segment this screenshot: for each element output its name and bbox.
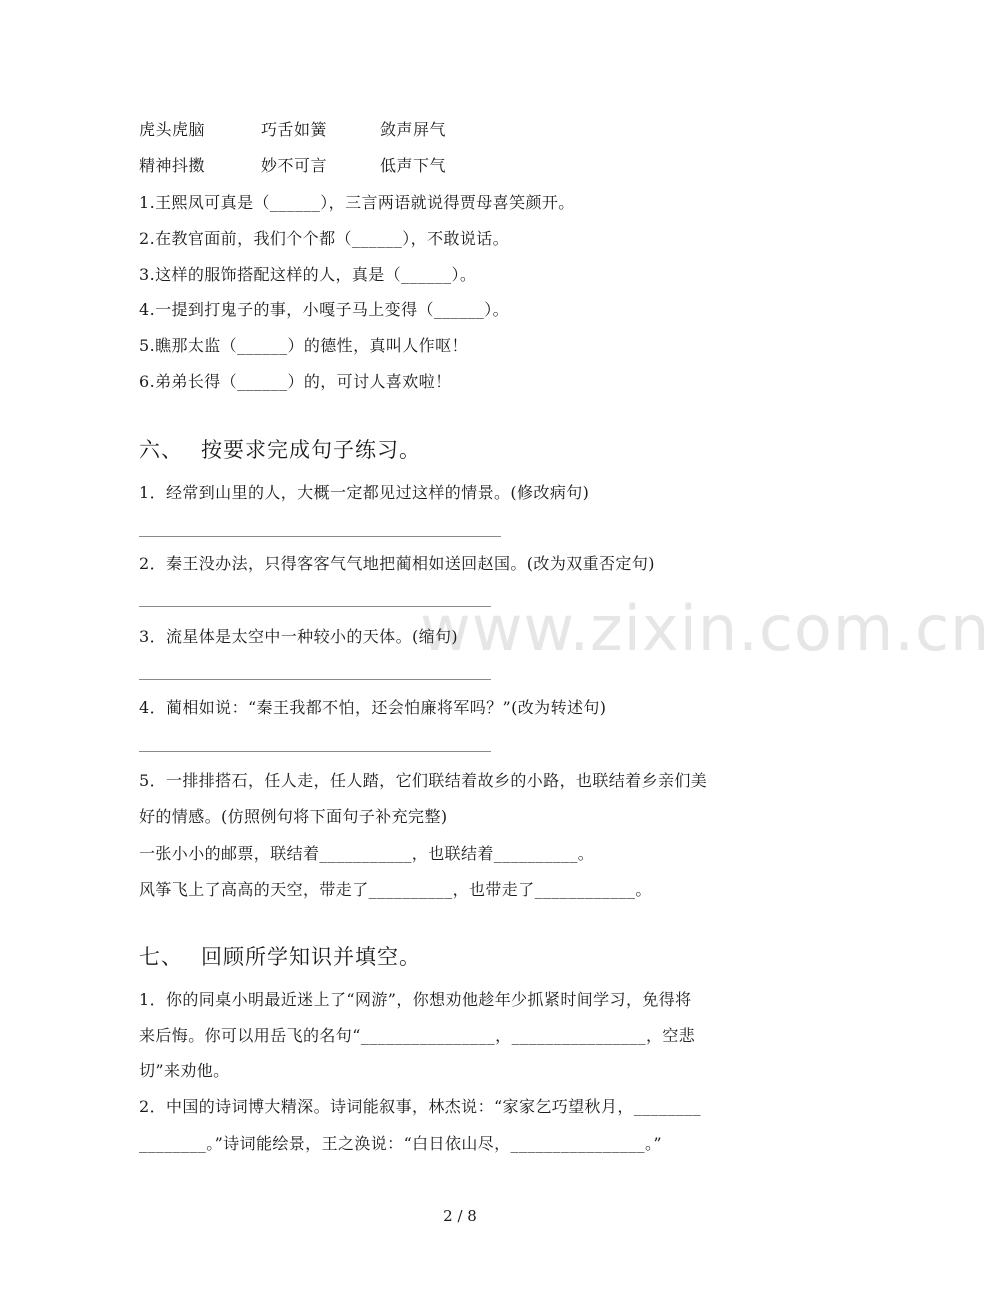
section-6-number: 六、 [139,438,183,462]
s6-question-3: 3．流星体是太空中一种较小的天体。(缩句) [139,627,459,646]
s7-question-1-line-1: 1．你的同桌小明最近迷上了“网游”，你想劝他趁年少抓紧时间学习，免得将 [139,990,692,1009]
section-7-number: 七、 [139,945,183,969]
s6-question-1: 1．经常到山里的人，大概一定都见过这样的情景。(修改病句) [139,483,590,502]
s7-question-1-line-2: 来后悔。你可以用岳飞的名句“________________，________________，空悲 [139,1026,696,1045]
idiom-2: 巧舌如簧 [261,120,328,139]
page-number: 2 / 8 [443,1207,477,1225]
fill-sentence-4: 4.一提到打鬼子的事，小嘎子马上变得（______）。 [139,300,510,319]
s6-question-2: 2．秦王没办法，只得客客气气地把蔺相如送回赵国。(改为双重否定句) [139,554,655,573]
section-6-title: 按要求完成句子练习。 [201,438,421,462]
idiom-4: 精神抖擞 [139,156,206,175]
answer-line-3 [139,679,491,680]
idiom-6: 低声下气 [380,156,447,175]
watermark: www.zixin.com.cn [420,592,990,665]
answer-line-4 [139,751,491,752]
fill-sentence-5: 5.瞧那太监（______）的德性，真叫人作呕！ [139,336,468,355]
answer-line-1 [139,536,501,537]
section-7-title: 回顾所学知识并填空。 [201,945,421,969]
idiom-5: 妙不可言 [261,156,328,175]
s6-question-5-line-3: 一张小小的邮票，联结着___________，也联结着__________。 [139,844,595,863]
s6-question-5-line-2: 好的情感。(仿照例句将下面句子补充完整) [139,807,448,826]
s7-question-2-line-1: 2．中国的诗词博大精深。诗词能叙事，林杰说：“家家乞巧望秋月，________ [139,1097,701,1116]
s6-question-4: 4．蔺相如说：“秦王我都不怕，还会怕廉将军吗？”(改为转述句) [139,698,607,717]
section-6-heading [139,436,421,464]
s7-question-1-line-3: 切”来劝他。 [139,1061,230,1080]
fill-sentence-6: 6.弟弟长得（______）的，可讨人喜欢啦！ [139,372,452,391]
section-7-heading [139,943,421,971]
s6-question-5-line-4: 风筝飞上了高高的天空，带走了__________，也带走了____________。 [139,880,652,899]
fill-sentence-2: 2.在教官面前，我们个个都（______），不敢说话。 [139,229,510,248]
fill-sentence-3: 3.这样的服饰搭配这样的人，真是（______）。 [139,265,477,284]
s7-question-2-line-2: ________。”诗词能绘景，王之涣说：“白日依山尽，________________。” [139,1134,662,1153]
fill-sentence-1: 1.王熙凤可真是（______），三言两语就说得贾母喜笑颜开。 [139,193,575,212]
idiom-3: 敛声屏气 [380,120,447,139]
idiom-1: 虎头虎脑 [139,120,206,139]
answer-line-2 [139,606,491,607]
s6-question-5-line-1: 5．一排排搭石，任人走，任人踏，它们联结着故乡的小路，也联结着乡亲们美 [139,771,708,790]
